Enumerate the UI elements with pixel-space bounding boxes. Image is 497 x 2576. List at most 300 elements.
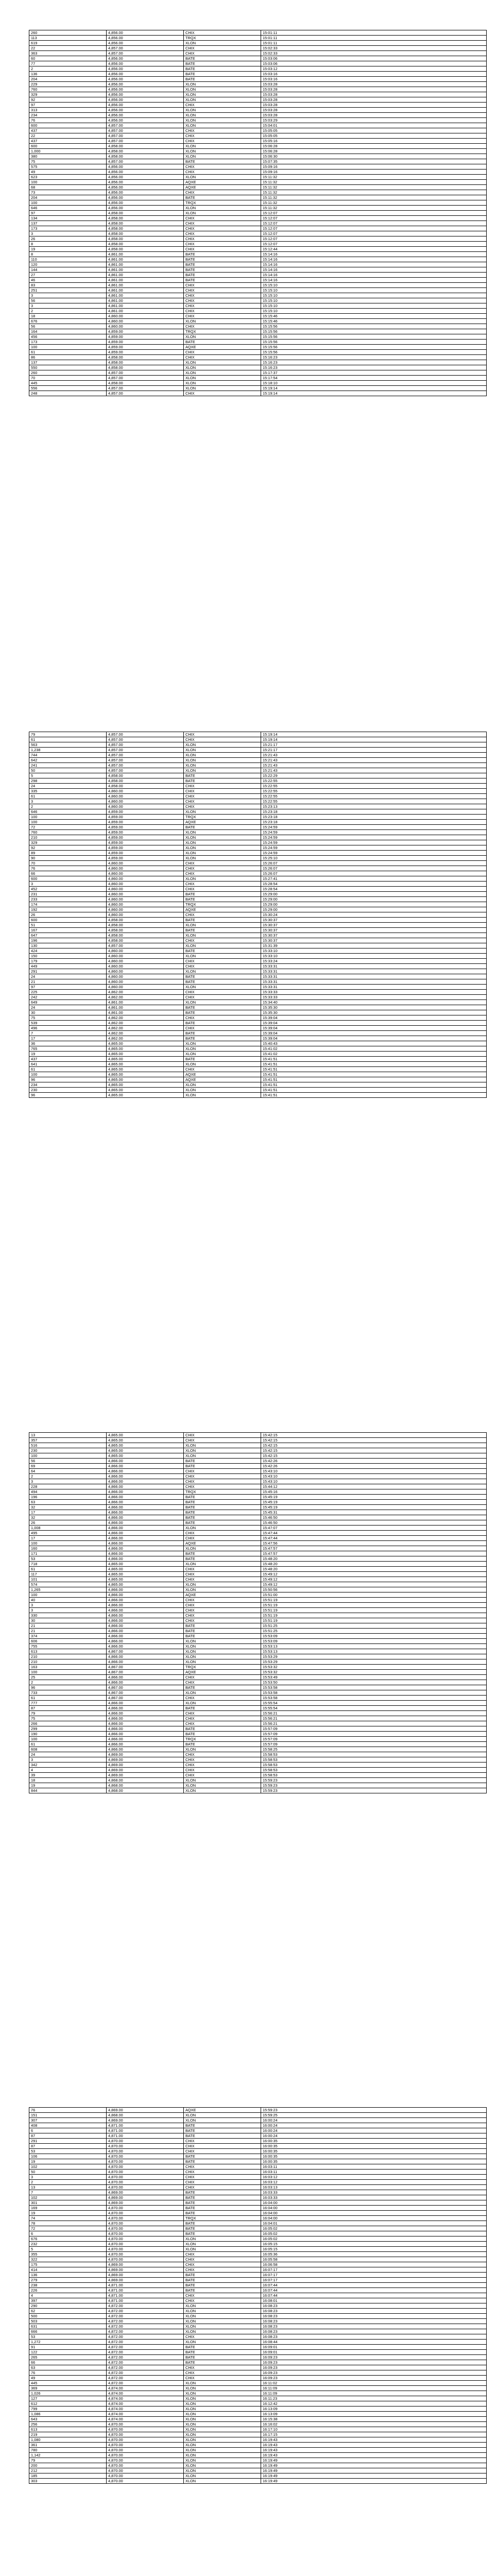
time-cell: 15:30:37 [261, 933, 487, 938]
price-cell: 4,866.00 [107, 1654, 184, 1659]
time-cell: 15:26:07 [261, 861, 487, 866]
table-row [29, 2412, 487, 2417]
price-cell: 4,872.00 [107, 2334, 184, 2340]
table-row [29, 2329, 487, 2334]
venue-cell: CHIX [184, 871, 261, 876]
volume-cell: 1,080 [29, 2437, 107, 2443]
table-row [29, 216, 487, 221]
table-row [29, 190, 487, 195]
venue-cell: BATE [184, 2206, 261, 2211]
price-cell: 4,870.00 [107, 2164, 184, 2170]
table-row [29, 2319, 487, 2324]
volume-cell: 212 [29, 2468, 107, 2473]
time-cell: 15:07:35 [261, 159, 487, 164]
table-row [29, 1072, 487, 1077]
time-cell: 15:15:10 [261, 283, 487, 288]
volume-cell: 760 [29, 830, 107, 835]
volume-cell: 72 [29, 825, 107, 830]
volume-cell: 1,026 [29, 2391, 107, 2396]
venue-cell: CHIX [184, 309, 261, 314]
venue-cell: CHIX [184, 1577, 261, 1582]
time-cell: 15:05:05 [261, 133, 487, 139]
venue-cell: XLON [184, 1783, 261, 1788]
price-cell: 4,872.00 [107, 2340, 184, 2345]
venue-cell: XLON [184, 1639, 261, 1644]
volume-cell: 61 [29, 350, 107, 355]
volume-cell: 19 [29, 2159, 107, 2164]
time-cell: 16:19:49 [261, 2463, 487, 2468]
time-cell: 15:24:59 [261, 835, 487, 840]
volume-cell: 3 [29, 882, 107, 887]
time-cell: 15:14:16 [261, 252, 487, 257]
time-cell: 16:09:23 [261, 2355, 487, 2360]
time-cell: 15:39:04 [261, 1026, 487, 1031]
time-cell: 16:05:02 [261, 2231, 487, 2236]
venue-cell: CHIX [184, 164, 261, 170]
venue-cell: CHIX [184, 732, 261, 737]
venue-cell: XLON [184, 2437, 261, 2443]
table-row [29, 2262, 487, 2267]
volume-cell: 503 [29, 2319, 107, 2324]
venue-cell: BATE [184, 340, 261, 345]
venue-cell: TRQX [184, 329, 261, 334]
time-cell: 15:33:33 [261, 990, 487, 995]
time-cell: 15:15:46 [261, 314, 487, 319]
table-row [29, 2386, 487, 2391]
time-cell: 15:01:11 [261, 36, 487, 41]
venue-cell: XLON [184, 2432, 261, 2437]
venue-cell: XLON [184, 370, 261, 376]
time-cell: 15:22:55 [261, 799, 487, 804]
venue-cell: XLON [184, 211, 261, 216]
time-cell: 15:49:12 [261, 1577, 487, 1582]
price-cell: 4,861.00 [107, 298, 184, 303]
price-cell: 4,857.00 [107, 370, 184, 376]
table-row [29, 1726, 487, 1732]
time-cell: 15:51:25 [261, 1623, 487, 1629]
price-cell: 4,874.00 [107, 2406, 184, 2412]
table-row [29, 1716, 487, 1721]
volume-cell: 424 [29, 948, 107, 954]
table-row [29, 2468, 487, 2473]
time-cell: 16:09:01 [261, 2350, 487, 2355]
time-cell: 16:05:15 [261, 2247, 487, 2252]
price-cell: 4,861.00 [107, 293, 184, 298]
table-row [29, 959, 487, 964]
venue-cell: XLON [184, 2381, 261, 2386]
time-cell: 15:21:17 [261, 748, 487, 753]
table-row [29, 2463, 487, 2468]
volume-cell: 600 [29, 918, 107, 923]
price-cell: 4,871.00 [107, 2293, 184, 2298]
price-cell: 4,870.00 [107, 2221, 184, 2226]
volume-cell: 494 [29, 1489, 107, 1495]
time-cell: 16:03:12 [261, 2175, 487, 2180]
time-cell: 16:04:01 [261, 2221, 487, 2226]
volume-cell: 136 [29, 2273, 107, 2278]
table-row [29, 2288, 487, 2293]
time-cell: 15:24:59 [261, 851, 487, 856]
time-cell: 16:04:00 [261, 2206, 487, 2211]
table-row [29, 1721, 487, 1726]
price-cell: 4,866.00 [107, 1592, 184, 1598]
price-cell: 4,866.00 [107, 1732, 184, 1737]
price-cell: 4,870.00 [107, 2211, 184, 2216]
venue-cell: XLON [184, 2113, 261, 2118]
price-cell: 4,866.00 [107, 1613, 184, 1618]
volume-cell: 100 [29, 820, 107, 825]
price-cell: 4,865.00 [107, 1582, 184, 1587]
price-cell: 4,872.00 [107, 2309, 184, 2314]
price-cell: 4,866.00 [107, 1484, 184, 1489]
price-cell: 4,861.00 [107, 257, 184, 262]
time-cell: 15:28:54 [261, 887, 487, 892]
price-cell: 4,862.00 [107, 1026, 184, 1031]
table-row [29, 309, 487, 314]
table-row [29, 1567, 487, 1572]
time-cell: 15:57:09 [261, 1742, 487, 1747]
volume-cell: 100 [29, 1072, 107, 1077]
table-row [29, 2448, 487, 2453]
price-cell: 4,856.00 [107, 30, 184, 36]
price-cell: 4,867.00 [107, 1696, 184, 1701]
table-row [29, 2314, 487, 2319]
time-cell: 15:21:43 [261, 768, 487, 773]
table-row [29, 211, 487, 216]
table-row [29, 969, 487, 974]
venue-cell: TRQX [184, 902, 261, 907]
time-cell: 15:11:32 [261, 190, 487, 195]
price-cell: 4,869.00 [107, 1752, 184, 1757]
time-cell: 15:43:10 [261, 1479, 487, 1484]
price-cell: 4,856.00 [107, 92, 184, 97]
volume-cell: 56 [29, 298, 107, 303]
volume-cell: 649 [29, 1000, 107, 1005]
price-cell: 4,856.00 [107, 56, 184, 61]
time-cell: 15:51:19 [261, 1618, 487, 1623]
time-cell: 15:06:30 [261, 154, 487, 159]
time-cell: 15:47:44 [261, 1531, 487, 1536]
volume-cell: 92 [29, 845, 107, 851]
price-cell: 4,866.00 [107, 1587, 184, 1592]
venue-cell: BATE [184, 2133, 261, 2139]
table-row [29, 948, 487, 954]
price-cell: 4,859.00 [107, 856, 184, 861]
table-row [29, 2267, 487, 2273]
price-cell: 4,860.00 [107, 902, 184, 907]
time-cell: 16:19:43 [261, 2437, 487, 2443]
volume-cell: 26 [29, 1520, 107, 1526]
venue-cell: XLON [184, 41, 261, 46]
venue-cell: AQXE [184, 1541, 261, 1546]
volume-cell: 229 [29, 82, 107, 87]
table-row [29, 345, 487, 350]
price-cell: 4,856.00 [107, 108, 184, 113]
venue-cell: AQXE [184, 1592, 261, 1598]
venue-cell: XLON [184, 2314, 261, 2319]
price-cell: 4,856.00 [107, 180, 184, 185]
volume-cell: 241 [29, 763, 107, 768]
venue-cell: AQXE [184, 1077, 261, 1082]
time-cell: 15:56:21 [261, 1711, 487, 1716]
venue-cell: XLON [184, 386, 261, 391]
volume-cell: 97 [29, 211, 107, 216]
price-cell: 4,858.00 [107, 938, 184, 943]
table-row [29, 87, 487, 92]
price-cell: 4,857.00 [107, 943, 184, 948]
volume-cell: 4 [29, 2293, 107, 2298]
volume-cell: 369 [29, 2386, 107, 2391]
venue-cell: CHIX [184, 293, 261, 298]
venue-cell: XLON [184, 835, 261, 840]
table-row [29, 2273, 487, 2278]
table-row [29, 2128, 487, 2133]
volume-cell: 608 [29, 1747, 107, 1752]
venue-cell: CHIX [184, 2267, 261, 2273]
time-cell: 15:14:16 [261, 278, 487, 283]
table-row [29, 1026, 487, 1031]
time-cell: 16:08:23 [261, 2329, 487, 2334]
volume-cell: 1,238 [29, 748, 107, 753]
price-cell: 4,869.00 [107, 2190, 184, 2195]
time-cell: 15:26:07 [261, 871, 487, 876]
price-cell: 4,872.00 [107, 2365, 184, 2370]
volume-cell: 106 [29, 2154, 107, 2159]
volume-cell: 30 [29, 1618, 107, 1623]
venue-cell: XLON [184, 2427, 261, 2432]
price-cell: 4,858.00 [107, 933, 184, 938]
table-row [29, 340, 487, 345]
price-cell: 4,866.00 [107, 1551, 184, 1556]
volume-cell: 64 [29, 1469, 107, 1474]
venue-cell: CHIX [184, 236, 261, 242]
table-row [29, 2216, 487, 2221]
table-row [29, 319, 487, 324]
venue-cell: BATE [184, 278, 261, 283]
price-cell: 4,859.00 [107, 815, 184, 820]
volume-cell: 61 [29, 1567, 107, 1572]
price-cell: 4,866.00 [107, 1623, 184, 1629]
table-row [29, 1536, 487, 1541]
table-row [29, 974, 487, 979]
time-cell: 16:00:35 [261, 2144, 487, 2149]
price-cell: 4,866.00 [107, 1706, 184, 1711]
table-row [29, 918, 487, 923]
price-cell: 4,858.00 [107, 355, 184, 360]
table-row [29, 2164, 487, 2170]
price-cell: 4,869.00 [107, 1762, 184, 1768]
price-cell: 4,869.00 [107, 2273, 184, 2278]
venue-cell: CHIX [184, 990, 261, 995]
venue-cell: XLON [184, 856, 261, 861]
table-row [29, 2370, 487, 2376]
volume-cell: 1,008 [29, 1526, 107, 1531]
price-cell: 4,866.00 [107, 1495, 184, 1500]
venue-cell: XLON [184, 97, 261, 103]
volume-cell: 56 [29, 1459, 107, 1464]
venue-cell: CHIX [184, 1603, 261, 1608]
volume-cell: 765 [29, 1046, 107, 1052]
price-cell: 4,870.00 [107, 2473, 184, 2479]
table-row [29, 329, 487, 334]
table-row [29, 990, 487, 995]
table-row [29, 293, 487, 298]
volume-cell: 380 [29, 154, 107, 159]
table-row [29, 995, 487, 1000]
table-row [29, 1783, 487, 1788]
volume-cell: 226 [29, 2288, 107, 2293]
table-row [29, 851, 487, 856]
time-cell: 15:24:59 [261, 830, 487, 835]
venue-cell: XLON [184, 1448, 261, 1453]
table-row [29, 2252, 487, 2257]
time-cell: 15:27:41 [261, 876, 487, 882]
price-cell: 4,860.00 [107, 799, 184, 804]
time-cell: 16:08:23 [261, 2303, 487, 2309]
time-cell: 16:05:15 [261, 2242, 487, 2247]
venue-cell: BATE [184, 1036, 261, 1041]
time-cell: 15:45:16 [261, 1489, 487, 1495]
time-cell: 15:03:06 [261, 56, 487, 61]
volume-cell: 40 [29, 1598, 107, 1603]
venue-cell: XLON [184, 1778, 261, 1783]
time-cell: 16:00:24 [261, 2128, 487, 2133]
time-cell: 15:42:15 [261, 1448, 487, 1453]
time-cell: 15:59:23 [261, 2108, 487, 2113]
volume-cell: 641 [29, 1062, 107, 1067]
table-row [29, 2443, 487, 2448]
volume-cell: 21 [29, 1623, 107, 1629]
table-row [29, 170, 487, 175]
time-cell: 15:53:09 [261, 1639, 487, 1644]
venue-cell: XLON [184, 1649, 261, 1654]
venue-cell: BATE [184, 974, 261, 979]
table-row [29, 1613, 487, 1618]
venue-cell: XLON [184, 2458, 261, 2463]
venue-cell: CHIX [184, 938, 261, 943]
table-row [29, 1762, 487, 1768]
volume-cell: 49 [29, 2376, 107, 2381]
table-row [29, 154, 487, 159]
venue-cell: CHIX [184, 2334, 261, 2340]
volume-cell: 63 [29, 2365, 107, 2370]
volume-cell: 619 [29, 41, 107, 46]
price-cell: 4,865.00 [107, 1057, 184, 1062]
table-row [29, 2118, 487, 2123]
table-row [29, 1598, 487, 1603]
venue-cell: XLON [184, 2401, 261, 2406]
venue-cell: XLON [184, 2422, 261, 2427]
time-cell: 15:03:28 [261, 97, 487, 103]
time-cell: 15:15:46 [261, 319, 487, 324]
volume-cell: 574 [29, 1582, 107, 1587]
time-cell: 15:41:02 [261, 1046, 487, 1052]
volume-cell: 550 [29, 365, 107, 370]
table-row [29, 1546, 487, 1551]
price-cell: 4,861.00 [107, 1000, 184, 1005]
venue-cell: XLON [184, 1000, 261, 1005]
volume-cell: 238 [29, 2283, 107, 2288]
price-cell: 4,866.00 [107, 1629, 184, 1634]
time-cell: 15:09:16 [261, 170, 487, 175]
table-row [29, 2381, 487, 2386]
volume-cell: 102 [29, 2164, 107, 2170]
table-row [29, 185, 487, 190]
table-row [29, 2355, 487, 2360]
venue-cell: XLON [184, 1582, 261, 1587]
time-cell: 15:59:23 [261, 1783, 487, 1788]
time-cell: 15:53:32 [261, 1670, 487, 1675]
venue-cell: XLON [184, 1587, 261, 1592]
time-cell: 15:57:09 [261, 1732, 487, 1737]
volume-cell: 2 [29, 309, 107, 314]
price-cell: 4,866.00 [107, 1716, 184, 1721]
venue-cell: CHIX [184, 231, 261, 236]
volume-cell: 96 [29, 1685, 107, 1690]
volume-cell: 3 [29, 231, 107, 236]
time-cell: 15:19:14 [261, 386, 487, 391]
volume-cell: 90 [29, 856, 107, 861]
price-cell: 4,858.00 [107, 236, 184, 242]
price-cell: 4,860.00 [107, 882, 184, 887]
venue-cell: BATE [184, 267, 261, 273]
volume-cell: 1,265 [29, 1587, 107, 1592]
table-row [29, 773, 487, 778]
table-row [29, 1515, 487, 1520]
time-cell: 15:50:56 [261, 1587, 487, 1592]
time-cell: 15:33:31 [261, 974, 487, 979]
table-row [29, 128, 487, 133]
time-cell: 16:03:12 [261, 2180, 487, 2185]
price-cell: 4,869.00 [107, 2278, 184, 2283]
price-cell: 4,861.00 [107, 262, 184, 267]
volume-cell: 3 [29, 1603, 107, 1608]
table-row [29, 278, 487, 283]
time-cell: 15:53:50 [261, 1680, 487, 1685]
venue-cell: BATE [184, 1556, 261, 1562]
venue-cell: XLON [184, 2453, 261, 2458]
venue-cell: XLON [184, 82, 261, 87]
venue-cell: CHIX [184, 133, 261, 139]
venue-cell: CHIX [184, 866, 261, 871]
table-row [29, 1541, 487, 1546]
volume-cell: 137 [29, 221, 107, 226]
volume-cell: 2 [29, 1474, 107, 1479]
venue-cell: BATE [184, 825, 261, 830]
volume-cell: 329 [29, 92, 107, 97]
time-cell: 16:03:33 [261, 2195, 487, 2200]
time-cell: 15:16:23 [261, 355, 487, 360]
volume-cell: 219 [29, 2432, 107, 2437]
volume-cell: 844 [29, 1788, 107, 1793]
volume-cell: 167 [29, 928, 107, 933]
volume-cell: 7 [29, 2190, 107, 2195]
volume-cell: 46 [29, 278, 107, 283]
venue-cell: CHIX [184, 1752, 261, 1757]
venue-cell: CHIX [184, 391, 261, 396]
volume-cell: 437 [29, 139, 107, 144]
table-row [29, 2144, 487, 2149]
venue-cell: CHIX [184, 804, 261, 809]
table-row [29, 139, 487, 144]
time-cell: 15:51:25 [261, 1629, 487, 1634]
volume-cell: 260 [29, 370, 107, 376]
volume-cell: 210 [29, 1654, 107, 1659]
price-cell: 4,858.00 [107, 918, 184, 923]
time-cell: 15:22:55 [261, 784, 487, 789]
volume-cell: 449 [29, 964, 107, 969]
venue-cell: BATE [184, 1005, 261, 1010]
